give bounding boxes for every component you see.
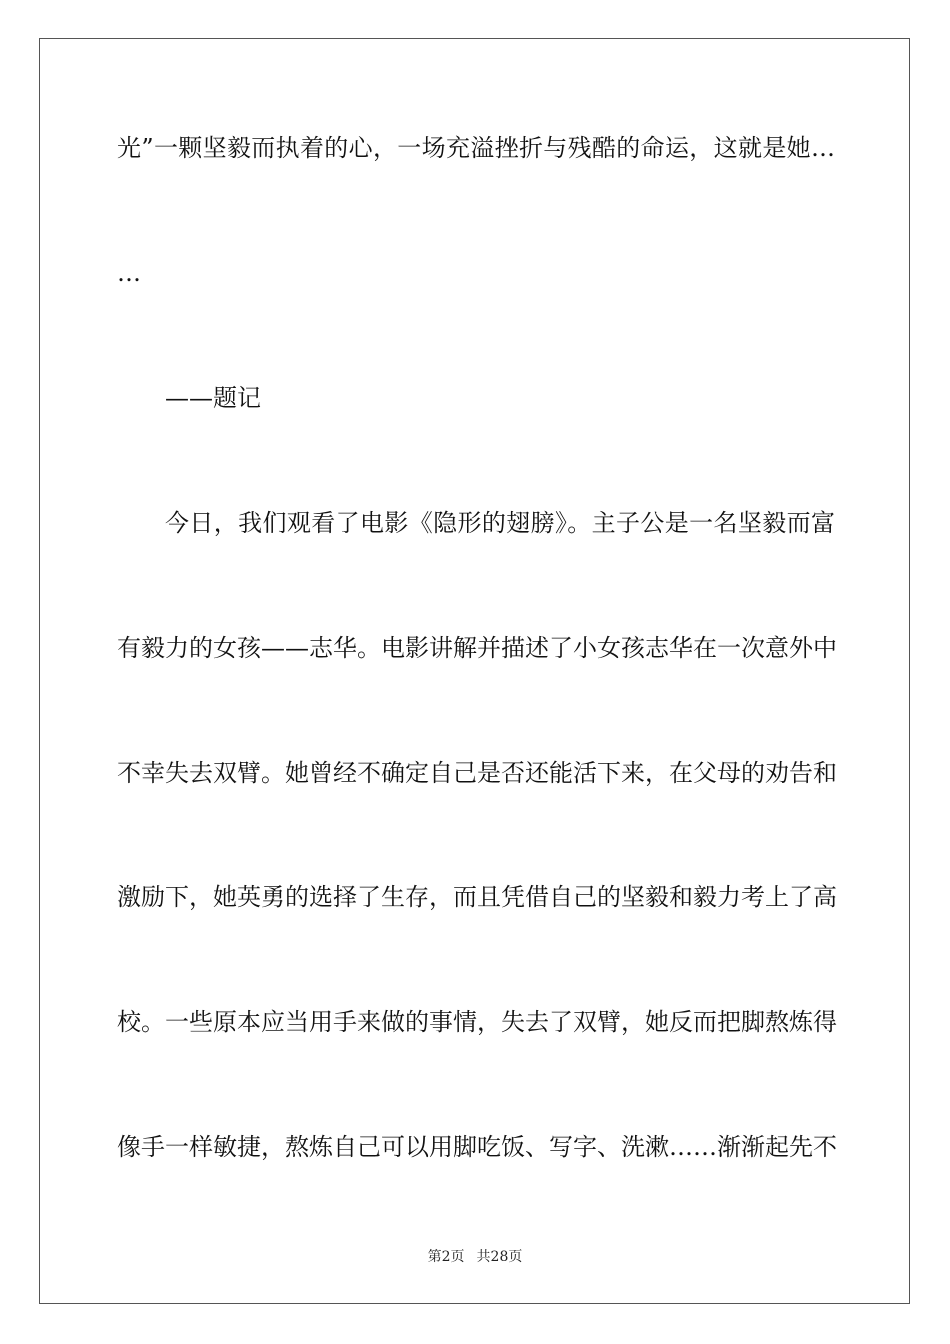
epigraph-attribution: ——题记 bbox=[165, 384, 261, 412]
page-border bbox=[39, 38, 910, 1304]
body-line-4: 有毅力的女孩——志华。电影讲解并描述了小女孩志华在一次意外中 bbox=[117, 634, 837, 662]
page-footer bbox=[0, 1248, 950, 1266]
body-line-1: 光”一颗坚毅而执着的心，一场充溢挫折与残酷的命运，这就是她… bbox=[117, 134, 835, 162]
page-total: 共28页 bbox=[476, 1249, 523, 1265]
page-number: 第2页 bbox=[427, 1249, 465, 1265]
body-line-5: 不幸失去双臂。她曾经不确定自己是否还能活下来，在父母的劝告和 bbox=[117, 759, 837, 787]
body-line-8: 像手一样敏捷，熬炼自己可以用脚吃饭、写字、洗漱……渐渐起先不 bbox=[117, 1133, 837, 1161]
body-line-3: 今日，我们观看了电影《隐形的翅膀》。主子公是一名坚毅而富 bbox=[165, 509, 835, 537]
body-line-6: 激励下，她英勇的选择了生存，而且凭借自己的坚毅和毅力考上了高 bbox=[117, 883, 837, 911]
body-line-2: … bbox=[117, 259, 141, 287]
body-line-7: 校。一些原本应当用手来做的事情，失去了双臂，她反而把脚熬炼得 bbox=[117, 1008, 837, 1036]
